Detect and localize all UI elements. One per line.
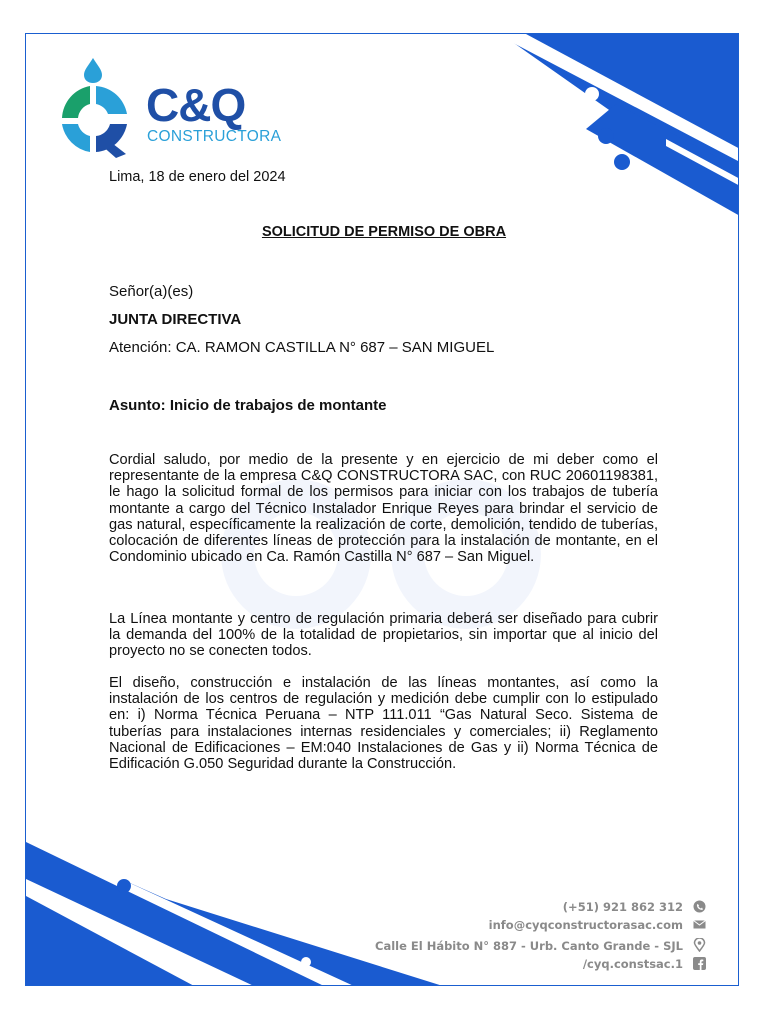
body-paragraph: La Línea montante y centro de regulación primaria deberá ser diseñado para cubrir la demanda del 100% de la totalidad de propietarios, sin importar que al inicio del proyecto no se conecten todos. xyxy=(109,611,658,660)
mail-icon xyxy=(693,918,706,931)
attention-line: Atención: CA. RAMON CASTILLA N° 687 – SAN MIGUEL xyxy=(109,339,495,356)
letter-date: Lima, 18 de enero del 2024 xyxy=(109,169,286,185)
salutation: Señor(a)(es) xyxy=(109,283,194,300)
facebook-icon xyxy=(693,957,706,970)
location-icon xyxy=(693,938,706,951)
logo-subtitle: CONSTRUCTORA xyxy=(147,128,282,145)
body-paragraph: El diseño, construcción e instalación de las líneas montantes, así como la instalación de los centros de regulación y medición debe cumplir con lo estipulado en: i) Norma Técnica Peruana – NTP 111.011 “Gas Natural Seco. Sistema de tuberías para instalaciones internas residenciales y comerciales; ii) Reglamento Nacional de Edificaciones – EM:040 Instalaciones de Gas y ii) Norma Técnica de Edificación G.050 Seguridad durante la Construcción. xyxy=(109,675,658,773)
footer-email xyxy=(489,918,706,932)
phone-text: (+51) 921 862 312 xyxy=(562,900,683,914)
body-paragraph: Cordial saludo, por medio de la presente y en ejercicio de mi deber como el representante de la empresa C&Q CONSTRUCTORA SAC, con RUC 20601198381, le hago la solicitud formal de los permisos para iniciar con los trabajos de tubería montante a cargo del Técnico Instalador Enrique Reyes para brindar el servicio de gas natural, específicamente la realización de corte, demolición, tendido de tuberías, colocación de diferentes líneas de protección para la instalación de montante, en el Condominio ubicado en Ca. Ramón Castilla N° 687 – San Miguel. xyxy=(109,452,658,566)
phone-icon xyxy=(693,900,706,913)
footer-phone xyxy=(563,900,706,914)
email-text: info@cyqconstructorasac.com xyxy=(488,918,683,932)
social-text: /cyq.constsac.1 xyxy=(582,957,683,971)
logo-wordmark: C&Q xyxy=(146,79,246,131)
subject-line: Asunto: Inicio de trabajos de montante xyxy=(109,397,387,414)
recipient: JUNTA DIRECTIVA xyxy=(109,311,242,328)
letter-title: SOLICITUD DE PERMISO DE OBRA xyxy=(261,224,507,240)
address-text: Calle El Hábito N° 887 - Urb. Canto Grande - SJL xyxy=(375,939,683,953)
footer-social xyxy=(583,957,706,971)
footer-address xyxy=(375,938,706,953)
